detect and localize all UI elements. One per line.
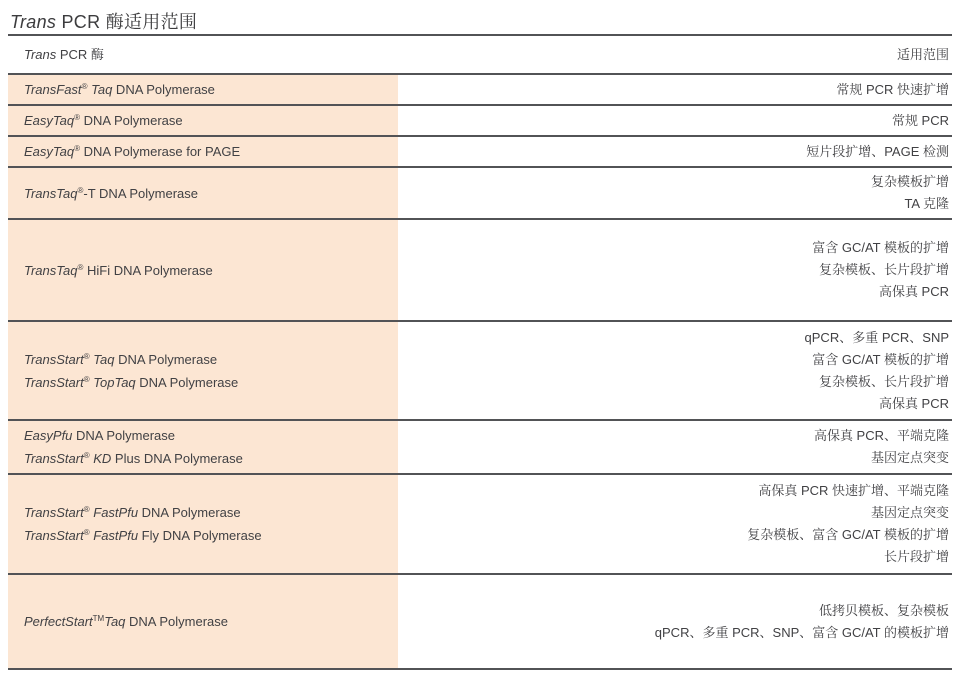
header-range-label: 适用范围 — [896, 46, 949, 62]
application-item: 常规 PCR 快速扩增 — [836, 81, 949, 97]
table-header-row — [8, 36, 952, 75]
header-range-column — [398, 36, 952, 73]
application-cell — [398, 75, 952, 104]
enzyme-name: PerfectStart™Taq DNA Polymerase — [24, 614, 229, 629]
application-item: 高保真 PCR、平端克隆 — [813, 428, 949, 443]
enzyme-name: EasyPfu DNA Polymerase — [24, 428, 176, 443]
enzyme-name: EasyTaq® DNA Polymerase for PAGE — [24, 144, 241, 159]
table-row — [8, 575, 952, 670]
enzyme-cell — [8, 137, 398, 166]
application-item: 短片段扩增、PAGE 检测 — [806, 143, 949, 159]
application-item: 复杂模板、富含 GC/AT 模板的扩增 — [747, 527, 949, 542]
application-item: 高保真 PCR — [878, 284, 949, 299]
application-cell — [398, 137, 952, 166]
table-row — [8, 137, 952, 168]
catalog-page — [8, 0, 952, 670]
application-item: qPCR、多重 PCR、SNP — [804, 329, 949, 345]
table-row — [8, 168, 952, 220]
application-cell — [398, 220, 952, 320]
application-cell — [398, 575, 952, 668]
enzyme-name: TransFast® Taq DNA Polymerase — [24, 82, 215, 97]
header-enzyme-label: Trans PCR 酶 — [24, 47, 104, 62]
application-item: 复杂模板扩增 — [870, 174, 949, 189]
enzyme-name: TransTaq® HiFi DNA Polymerase — [24, 262, 213, 278]
application-item: 高保真 PCR 快速扩增、平端克隆 — [758, 483, 949, 498]
application-item: 富含 GC/AT 模板的扩增 — [812, 240, 949, 255]
application-item: 常规 PCR — [891, 112, 949, 128]
application-cell — [398, 322, 952, 419]
application-cell — [398, 421, 952, 473]
enzyme-cell — [8, 575, 398, 668]
enzyme-name: TransTaq®-T DNA Polymerase — [24, 185, 199, 201]
enzyme-name: TransStart® KD Plus DNA Polymerase — [24, 451, 243, 466]
enzyme-cell — [8, 322, 398, 419]
enzyme-application-table — [8, 34, 952, 670]
enzyme-cell — [8, 75, 398, 104]
enzyme-cell — [8, 106, 398, 135]
table-row — [8, 322, 952, 421]
application-cell — [398, 168, 952, 218]
application-item: 富含 GC/AT 模板的扩增 — [812, 351, 949, 367]
table-row — [8, 475, 952, 575]
enzyme-cell — [8, 168, 398, 218]
application-cell — [398, 106, 952, 135]
application-item: 复杂模板、长片段扩增 — [818, 262, 949, 277]
application-item: 复杂模板、长片段扩增 — [818, 373, 949, 389]
enzyme-cell — [8, 421, 398, 473]
enzyme-cell — [8, 475, 398, 573]
header-enzyme-column — [8, 36, 398, 73]
table-row — [8, 106, 952, 137]
table-row — [8, 421, 952, 475]
application-item: 高保真 PCR — [878, 395, 949, 411]
application-cell — [398, 475, 952, 573]
application-item: TA 克隆 — [904, 196, 949, 211]
application-item: 长片段扩增 — [883, 549, 949, 564]
application-item: 低拷贝模板、复杂模板 — [818, 602, 949, 618]
table-row — [8, 220, 952, 322]
enzyme-name: TransStart® Taq DNA Polymerase — [24, 351, 218, 367]
table-body — [8, 75, 952, 670]
enzyme-name: TransStart® FastPfu DNA Polymerase — [24, 505, 241, 520]
application-item: 基因定点突变 — [870, 505, 949, 520]
enzyme-name: EasyTaq® DNA Polymerase — [24, 113, 183, 128]
table-row — [8, 75, 952, 106]
enzyme-cell — [8, 220, 398, 320]
enzyme-name: TransStart® TopTaq DNA Polymerase — [24, 374, 239, 390]
application-item: qPCR、多重 PCR、SNP、富含 GC/AT 的模板扩增 — [654, 624, 949, 640]
enzyme-name: TransStart® FastPfu Fly DNA Polymerase — [24, 528, 262, 543]
page-title: Trans PCR 酶适用范围 — [10, 12, 198, 32]
application-item: 基因定点突变 — [870, 450, 949, 465]
